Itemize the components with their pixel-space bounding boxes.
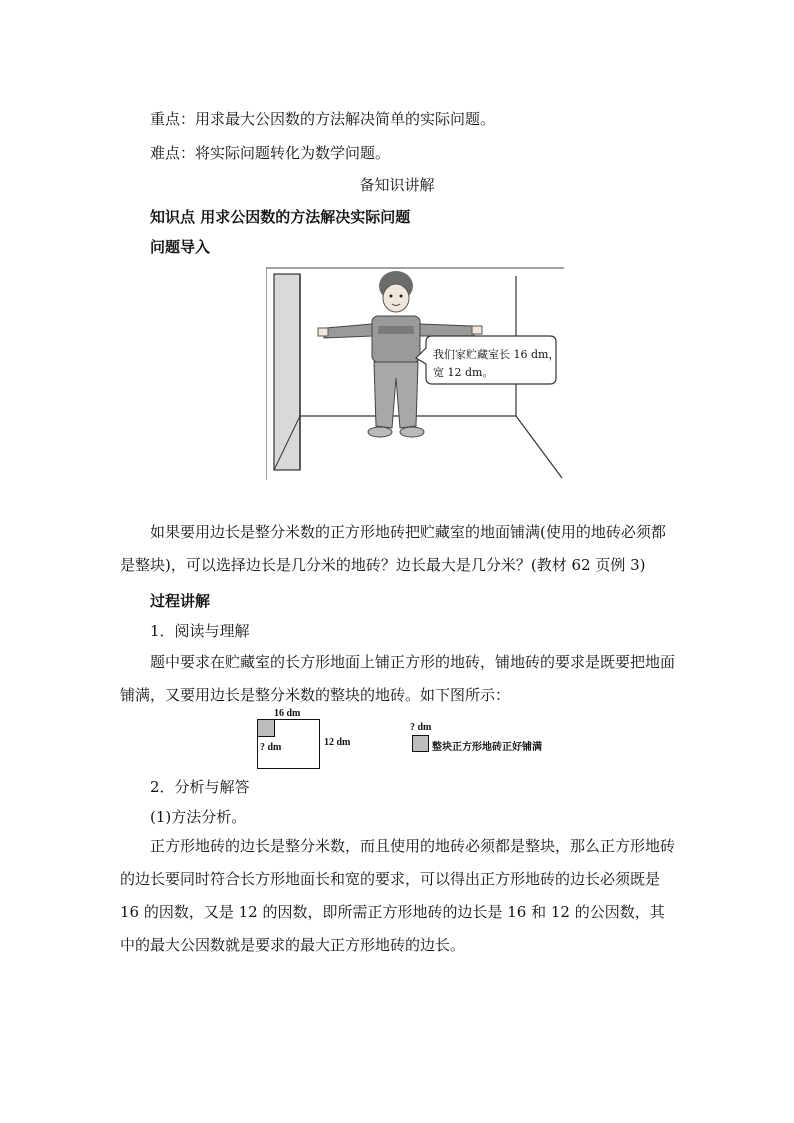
legend-size-label: ? dm: [410, 722, 432, 733]
step2-paragraph: 正方形地砖的边长是整分米数，而且使用的地砖必须都是整块，那么正方形地砖的边长要同时符合长方形地面长和宽的要求，可以得出正方形地砖的边长必须既是 16 的因数，又是 12 的因数，即所需正方形地砖的边长是 16 和 12 的公因数，其中的最大公因数就是要求的最大正方形地砖的边长。: [120, 837, 676, 954]
intro-heading: 问题导入: [150, 238, 211, 256]
storage-room-illustration: [266, 266, 564, 480]
tile-size-label: ? dm: [260, 742, 282, 753]
key-point-line: 重点：用求最大公因数的方法解决简单的实际问题。: [150, 110, 496, 128]
floor-tile-diagram: [200, 704, 600, 774]
width-label: 12 dm: [324, 737, 351, 748]
step1-heading: 1．阅读与理解: [150, 622, 250, 640]
length-label: 16 dm: [274, 708, 301, 719]
speech-line-2: 宽 12 dm。: [433, 366, 494, 379]
problem-paragraph: 如果要用边长是整分米数的正方形地砖把贮藏室的地面铺满(使用的地砖必须都是整块)，可以选择边长是几分米的地砖？边长最大是几分米？(教材 62 页例 3): [120, 523, 666, 574]
tile-square: [257, 719, 275, 737]
step2-heading: 2．分析与解答: [150, 778, 250, 796]
step1-paragraph: 题中要求在贮藏室的长方形地面上铺正方形的地砖，铺地砖的要求是既要把地面铺满，又要用边长是整分米数的整块的地砖。如下图所示：: [120, 653, 676, 704]
knowledge-point-heading: 知识点 用求公因数的方法解决实际问题: [150, 208, 411, 226]
room-drawing: [266, 266, 564, 480]
process-heading: 过程讲解: [150, 592, 211, 610]
step2-subheading: (1)方法分析。: [150, 808, 247, 826]
section-title: 备知识讲解: [359, 176, 435, 194]
legend-text: 整块正方形地砖正好铺满: [432, 742, 542, 753]
legend-tile-square: [412, 735, 429, 752]
speech-line-1: 我们家贮藏室长 16 dm，: [433, 348, 560, 361]
difficulty-line: 难点：将实际问题转化为数学问题。: [150, 144, 391, 162]
